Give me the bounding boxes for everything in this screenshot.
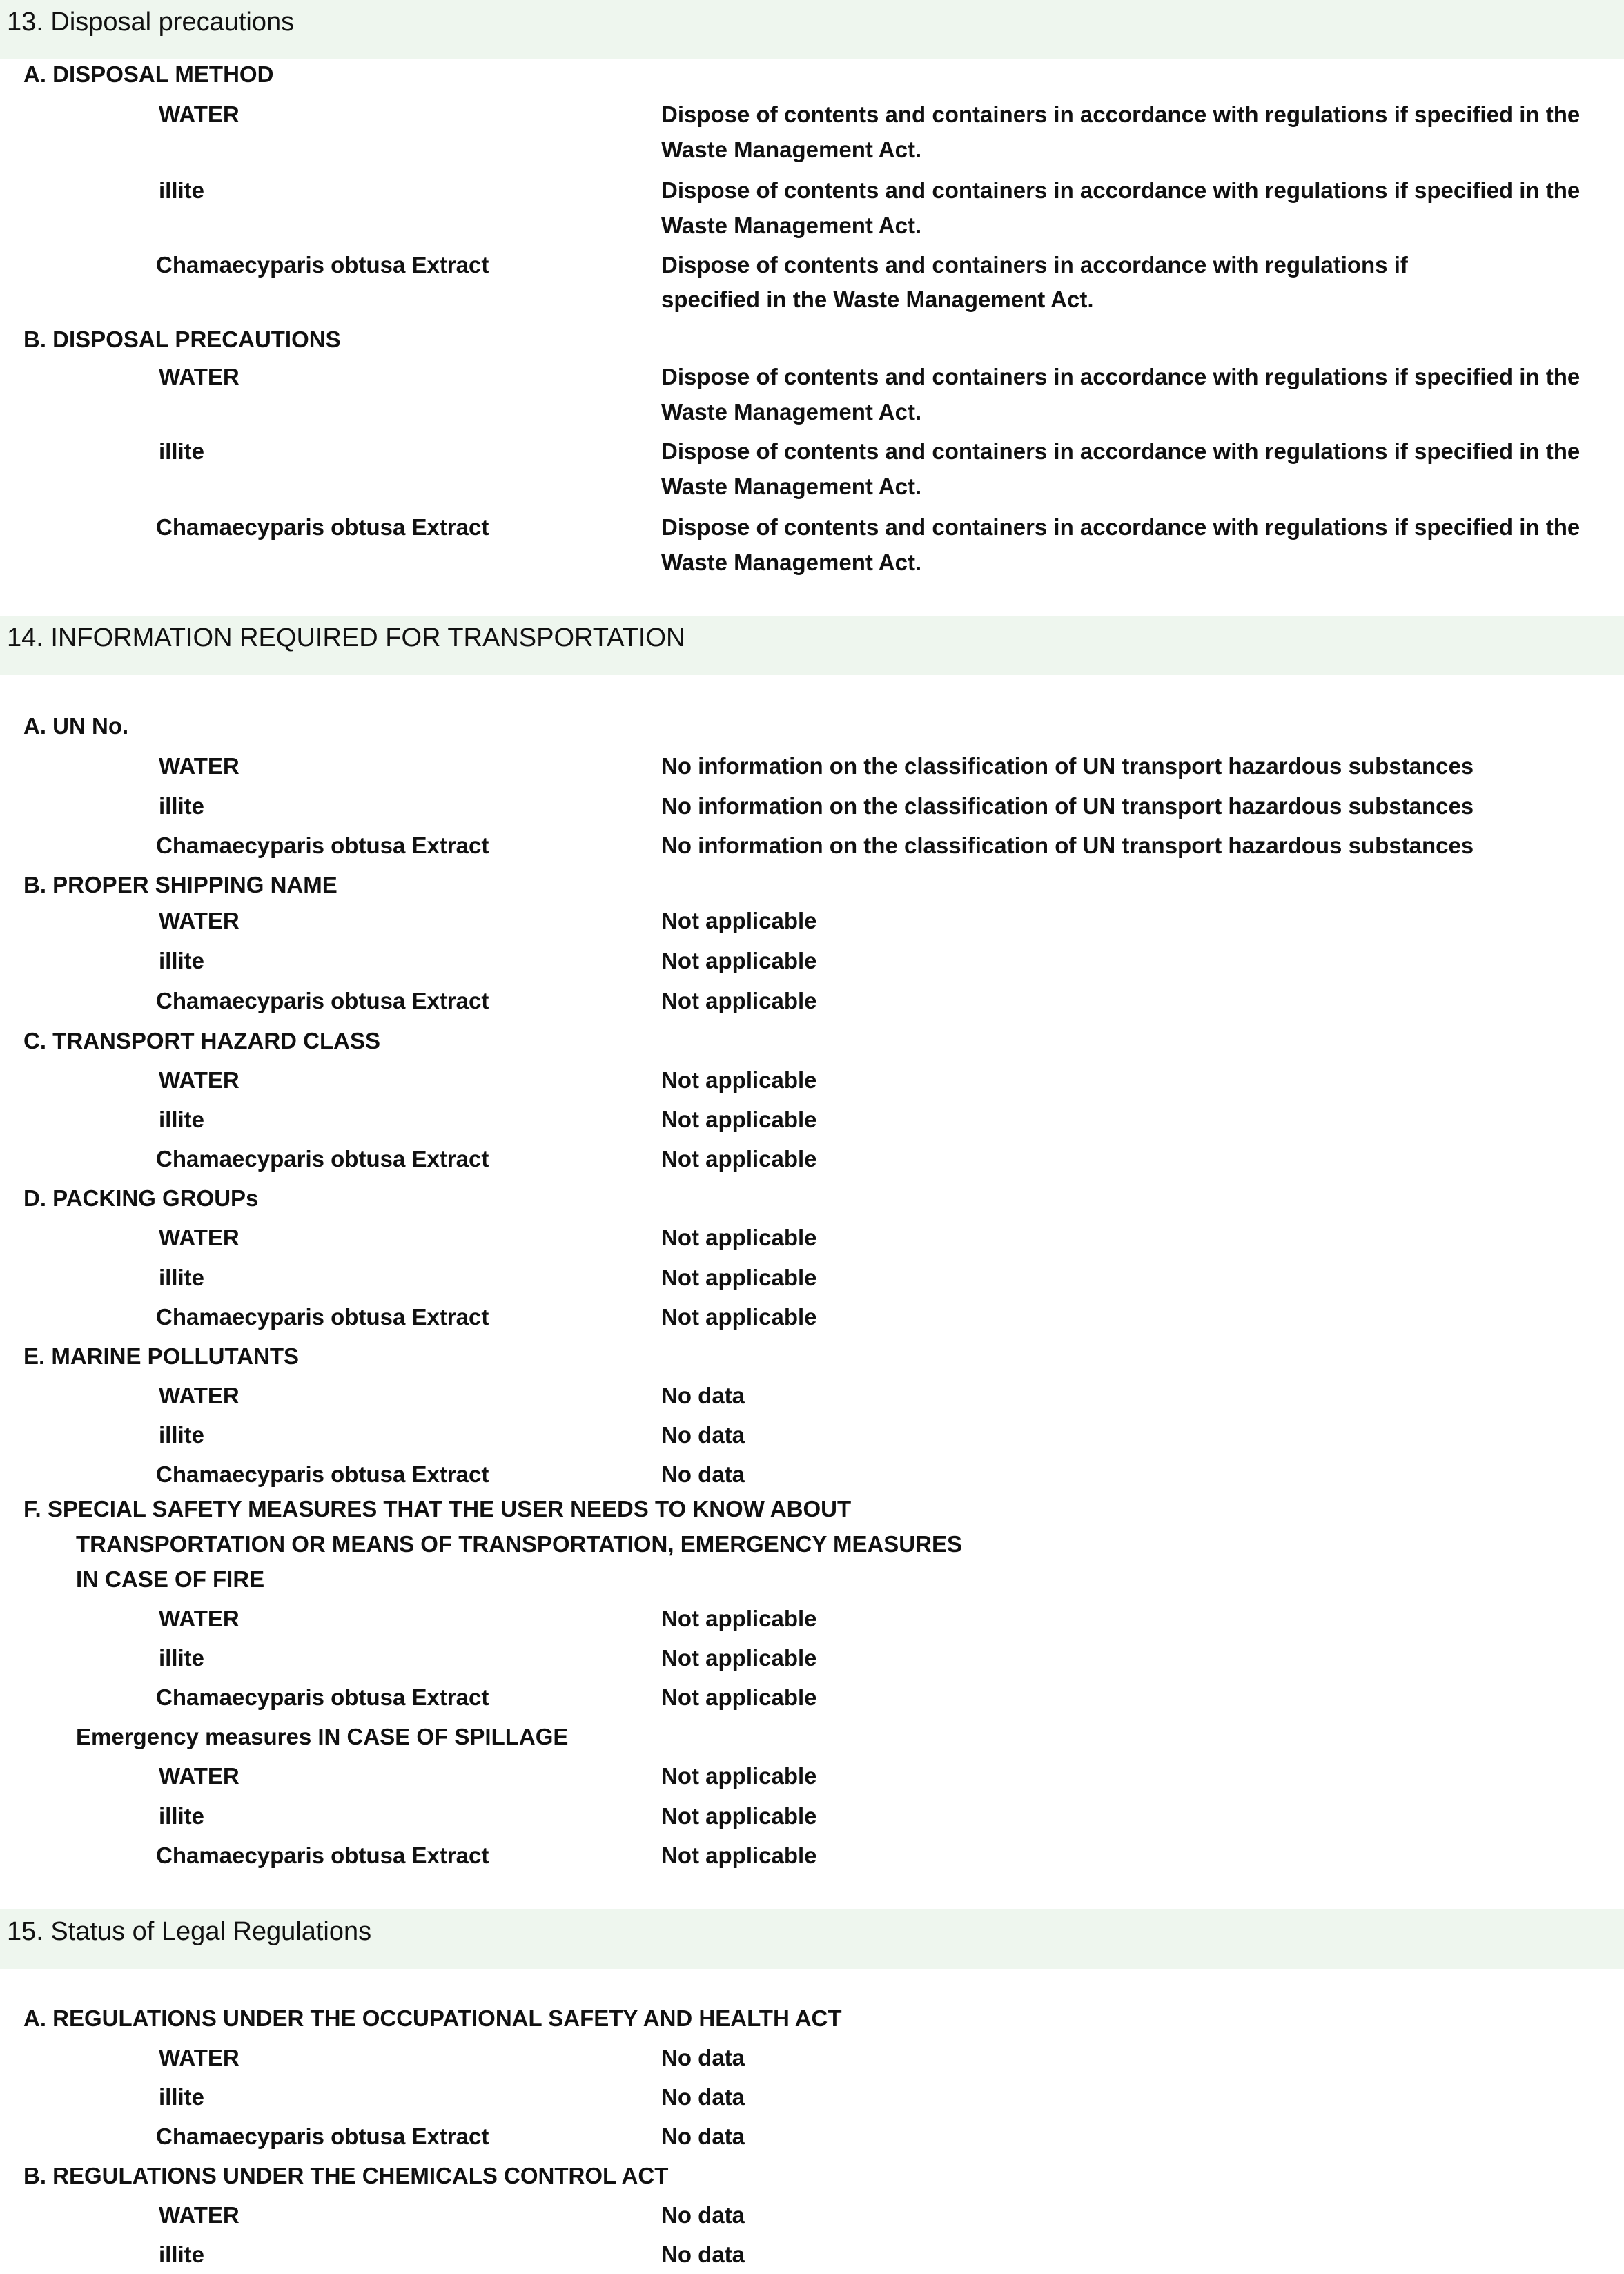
s14-c-row-water-name: WATER xyxy=(159,1067,239,1093)
s14-spill-heading: Emergency measures IN CASE OF SPILLAGE xyxy=(76,1724,569,1749)
s14-d-row-water-name: WATER xyxy=(159,1225,239,1250)
s13-b-row-illite-value: Dispose of contents and containers in accordance with regulations if specified in the Waste Management Act. xyxy=(661,438,1581,499)
s15-a-row-illite-value: No data xyxy=(661,2084,745,2110)
s13-b-row-chamaecyparis-value: Dispose of contents and containers in accordance with regulations if specified in the Waste Management Act. xyxy=(661,514,1581,575)
s14-d-heading: D. PACKING GROUPs xyxy=(23,1185,259,1211)
s14-d-row-water-value: Not applicable xyxy=(661,1225,817,1250)
s14-e-row-chamaecyparis-name: Chamaecyparis obtusa Extract xyxy=(156,1461,489,1487)
s13-b-row-water-name: WATER xyxy=(159,364,239,389)
s15-b-row-water-value: No data xyxy=(661,2202,745,2228)
s14-spill-row-illite-name: illite xyxy=(159,1803,205,1829)
s14-e-heading: E. MARINE POLLUTANTS xyxy=(23,1343,300,1369)
s14-c-heading: C. TRANSPORT HAZARD CLASS xyxy=(23,1028,380,1053)
s14-a-row-water-value: No information on the classification of UN transport hazardous substances xyxy=(661,753,1474,779)
s14-a-heading: A. UN No. xyxy=(23,713,129,739)
s14-e-row-illite-name: illite xyxy=(159,1422,205,1448)
section-14-title: 14. INFORMATION REQUIRED FOR TRANSPORTATION xyxy=(7,623,685,652)
s14-c-row-water-value: Not applicable xyxy=(661,1067,817,1093)
s15-a-row-water-value: No data xyxy=(661,2045,745,2070)
s14-b-row-chamaecyparis-value: Not applicable xyxy=(661,988,817,1013)
s13-a-row-illite-value: Dispose of contents and containers in accordance with regulations if specified in the Waste Management Act. xyxy=(661,177,1581,238)
s14-c-row-illite-value: Not applicable xyxy=(661,1107,817,1132)
s13-a-row-chamaecyparis-value-line1: Dispose of contents and containers in accordance with regulations if xyxy=(661,252,1408,278)
s15-b-row-water-name: WATER xyxy=(159,2202,239,2228)
s14-a-row-water-name: WATER xyxy=(159,753,239,779)
s13-b-row-chamaecyparis-name: Chamaecyparis obtusa Extract xyxy=(156,514,489,540)
s14-a-row-chamaecyparis-name: Chamaecyparis obtusa Extract xyxy=(156,833,489,858)
s13-a-row-water-value: Dispose of contents and containers in accordance with regulations if specified in the Waste Management Act. xyxy=(661,101,1581,162)
s14-spill-row-illite-value: Not applicable xyxy=(661,1803,817,1829)
s14-d-row-illite-name: illite xyxy=(159,1265,205,1290)
s15-b-heading: B. REGULATIONS UNDER THE CHEMICALS CONTROL ACT xyxy=(23,2163,669,2188)
s15-a-row-chamaecyparis-value: No data xyxy=(661,2124,745,2149)
s14-f-row-chamaecyparis-name: Chamaecyparis obtusa Extract xyxy=(156,1684,489,1710)
s15-a-row-chamaecyparis-name: Chamaecyparis obtusa Extract xyxy=(156,2124,489,2149)
s14-b-row-illite-value: Not applicable xyxy=(661,948,817,973)
s14-e-row-water-value: No data xyxy=(661,1383,745,1408)
s14-c-row-chamaecyparis-value: Not applicable xyxy=(661,1146,817,1172)
s13-a-row-chamaecyparis-name: Chamaecyparis obtusa Extract xyxy=(156,252,489,278)
section-15-title: 15. Status of Legal Regulations xyxy=(7,1917,372,1946)
s14-spill-row-water-value: Not applicable xyxy=(661,1763,817,1789)
s15-a-heading: A. REGULATIONS UNDER THE OCCUPATIONAL SAFETY AND HEALTH ACT xyxy=(23,2005,842,2031)
s15-b-row-illite-value: No data xyxy=(661,2242,745,2267)
s14-a-row-illite-name: illite xyxy=(159,793,205,819)
s14-b-row-illite-name: illite xyxy=(159,948,205,973)
section-13-title: 13. Disposal precautions xyxy=(7,8,295,37)
s13-a-row-chamaecyparis-value-line2: specified in the Waste Management Act. xyxy=(661,286,1094,312)
s14-f-row-water-name: WATER xyxy=(159,1606,239,1631)
s14-a-row-chamaecyparis-value: No information on the classification of UN transport hazardous substances xyxy=(661,833,1474,858)
s14-f-heading-line3: IN CASE OF FIRE xyxy=(76,1566,265,1592)
s15-b-row-illite-name: illite xyxy=(159,2242,205,2267)
s13-a-row-illite-name: illite xyxy=(159,177,205,203)
s14-f-heading-line1: F. SPECIAL SAFETY MEASURES THAT THE USER NEEDS TO KNOW ABOUT xyxy=(23,1496,852,1522)
s15-a-row-water-name: WATER xyxy=(159,2045,239,2070)
s14-b-row-water-name: WATER xyxy=(159,908,239,933)
s15-a-row-illite-name: illite xyxy=(159,2084,205,2110)
s14-spill-row-water-name: WATER xyxy=(159,1763,239,1789)
s14-f-row-chamaecyparis-value: Not applicable xyxy=(661,1684,817,1710)
s14-f-row-illite-value: Not applicable xyxy=(661,1645,817,1671)
s14-f-row-illite-name: illite xyxy=(159,1645,205,1671)
s14-e-row-illite-value: No data xyxy=(661,1422,745,1448)
s13-a-row-water-name: WATER xyxy=(159,101,239,127)
s14-e-row-chamaecyparis-value: No data xyxy=(661,1461,745,1487)
s14-d-row-chamaecyparis-name: Chamaecyparis obtusa Extract xyxy=(156,1304,489,1330)
s14-a-row-illite-value: No information on the classification of UN transport hazardous substances xyxy=(661,793,1474,819)
s14-b-row-chamaecyparis-name: Chamaecyparis obtusa Extract xyxy=(156,988,489,1013)
s14-d-row-chamaecyparis-value: Not applicable xyxy=(661,1304,817,1330)
s13-b-heading: B. DISPOSAL PRECAUTIONS xyxy=(23,327,341,352)
s14-c-row-chamaecyparis-name: Chamaecyparis obtusa Extract xyxy=(156,1146,489,1172)
s14-f-row-water-value: Not applicable xyxy=(661,1606,817,1631)
s14-f-heading-line2: TRANSPORTATION OR MEANS OF TRANSPORTATION, EMERGENCY MEASURES xyxy=(76,1531,962,1557)
s14-b-heading: B. PROPER SHIPPING NAME xyxy=(23,872,337,897)
s13-b-row-water-value: Dispose of contents and containers in accordance with regulations if specified in the Waste Management Act. xyxy=(661,364,1581,425)
s13-a-heading: A. DISPOSAL METHOD xyxy=(23,61,274,87)
s14-b-row-water-value: Not applicable xyxy=(661,908,817,933)
s14-spill-row-chamaecyparis-value: Not applicable xyxy=(661,1843,817,1868)
s14-c-row-illite-name: illite xyxy=(159,1107,205,1132)
s14-d-row-illite-value: Not applicable xyxy=(661,1265,817,1290)
s14-e-row-water-name: WATER xyxy=(159,1383,239,1408)
s14-spill-row-chamaecyparis-name: Chamaecyparis obtusa Extract xyxy=(156,1843,489,1868)
s13-b-row-illite-name: illite xyxy=(159,438,205,464)
